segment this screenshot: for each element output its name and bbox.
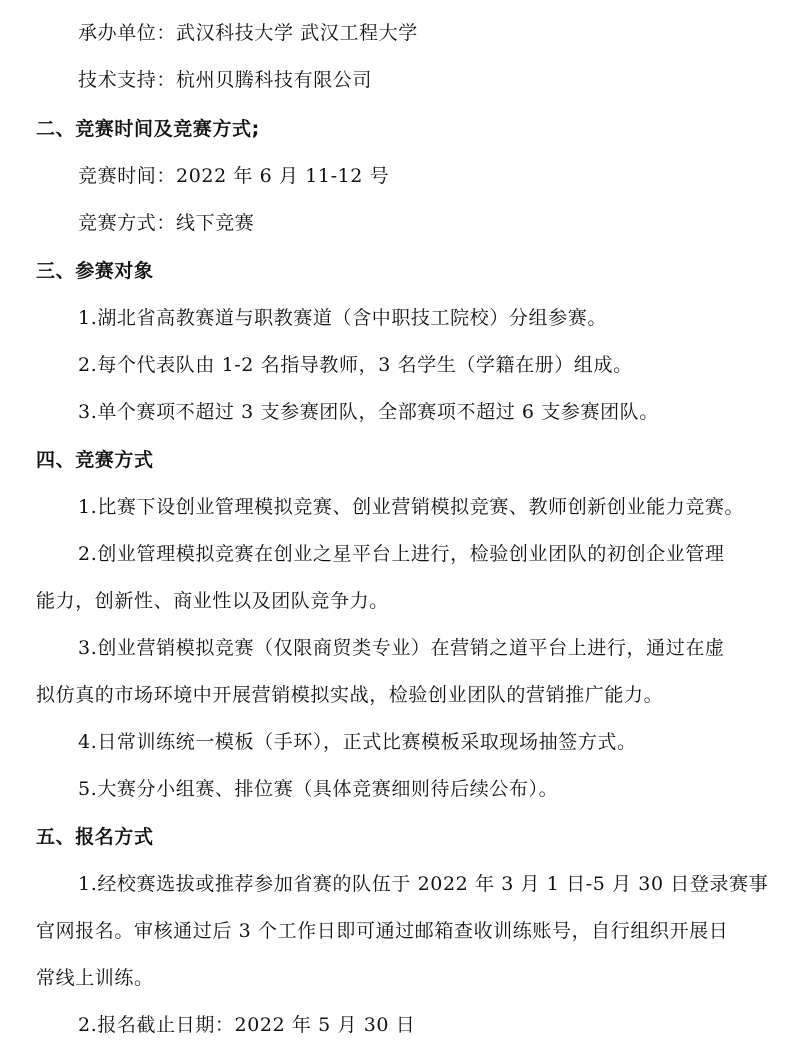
organizer-line: 承办单位：武汉科技大学 武汉工程大学: [78, 22, 418, 44]
registration-item-1-line-3: 常线上训练。: [36, 967, 154, 989]
format-item-3-line-1: 3.创业营销模拟竞赛（仅限商贸类专业）在营销之道平台上进行，通过在虚: [78, 637, 725, 659]
section-heading-registration: 五、报名方式: [36, 826, 154, 848]
format-item-2-line-1: 2.创业管理模拟竞赛在创业之星平台上进行，检验创业团队的初创企业管理: [78, 543, 725, 565]
participants-item-3: 3.单个赛项不超过 3 支参赛团队，全部赛项不超过 6 支参赛团队。: [78, 401, 659, 423]
competition-mode-line: 竞赛方式：线下竞赛: [78, 212, 255, 234]
format-item-4: 4.日常训练统一模板（手环），正式比赛模板采取现场抽签方式。: [78, 731, 637, 753]
participants-item-1: 1.湖北省高教赛道与职教赛道（含中职技工院校）分组参赛。: [78, 307, 607, 329]
registration-item-1-line-1: 1.经校赛选拔或推荐参加省赛的队伍于 2022 年 3 月 1 日-5 月 30 日登录赛事: [78, 873, 769, 895]
participants-item-2: 2.每个代表队由 1-2 名指导教师，3 名学生（学籍在册）组成。: [78, 354, 633, 376]
support-line: 技术支持：杭州贝腾科技有限公司: [78, 69, 373, 91]
section-heading-participants: 三、参赛对象: [36, 260, 154, 282]
competition-time-line: 竞赛时间：2022 年 6 月 11-12 号: [78, 165, 390, 187]
registration-item-1-line-2: 官网报名。审核通过后 3 个工作日即可通过邮箱查收训练账号，自行组织开展日: [36, 920, 729, 942]
format-item-5: 5.大赛分小组赛、排位赛（具体竞赛细则待后续公布）。: [78, 778, 559, 800]
format-item-1: 1.比赛下设创业管理模拟竞赛、创业营销模拟竞赛、教师创新创业能力竞赛。: [78, 496, 745, 518]
section-heading-format: 四、竞赛方式: [36, 449, 154, 471]
section-heading-time-mode: 二、竞赛时间及竞赛方式;: [36, 118, 260, 140]
registration-item-2: 2.报名截止日期：2022 年 5 月 30 日: [78, 1014, 416, 1036]
format-item-2-line-2: 能力，创新性、商业性以及团队竞争力。: [36, 590, 389, 612]
format-item-3-line-2: 拟仿真的市场环境中开展营销模拟实战，检验创业团队的营销推广能力。: [36, 684, 664, 706]
